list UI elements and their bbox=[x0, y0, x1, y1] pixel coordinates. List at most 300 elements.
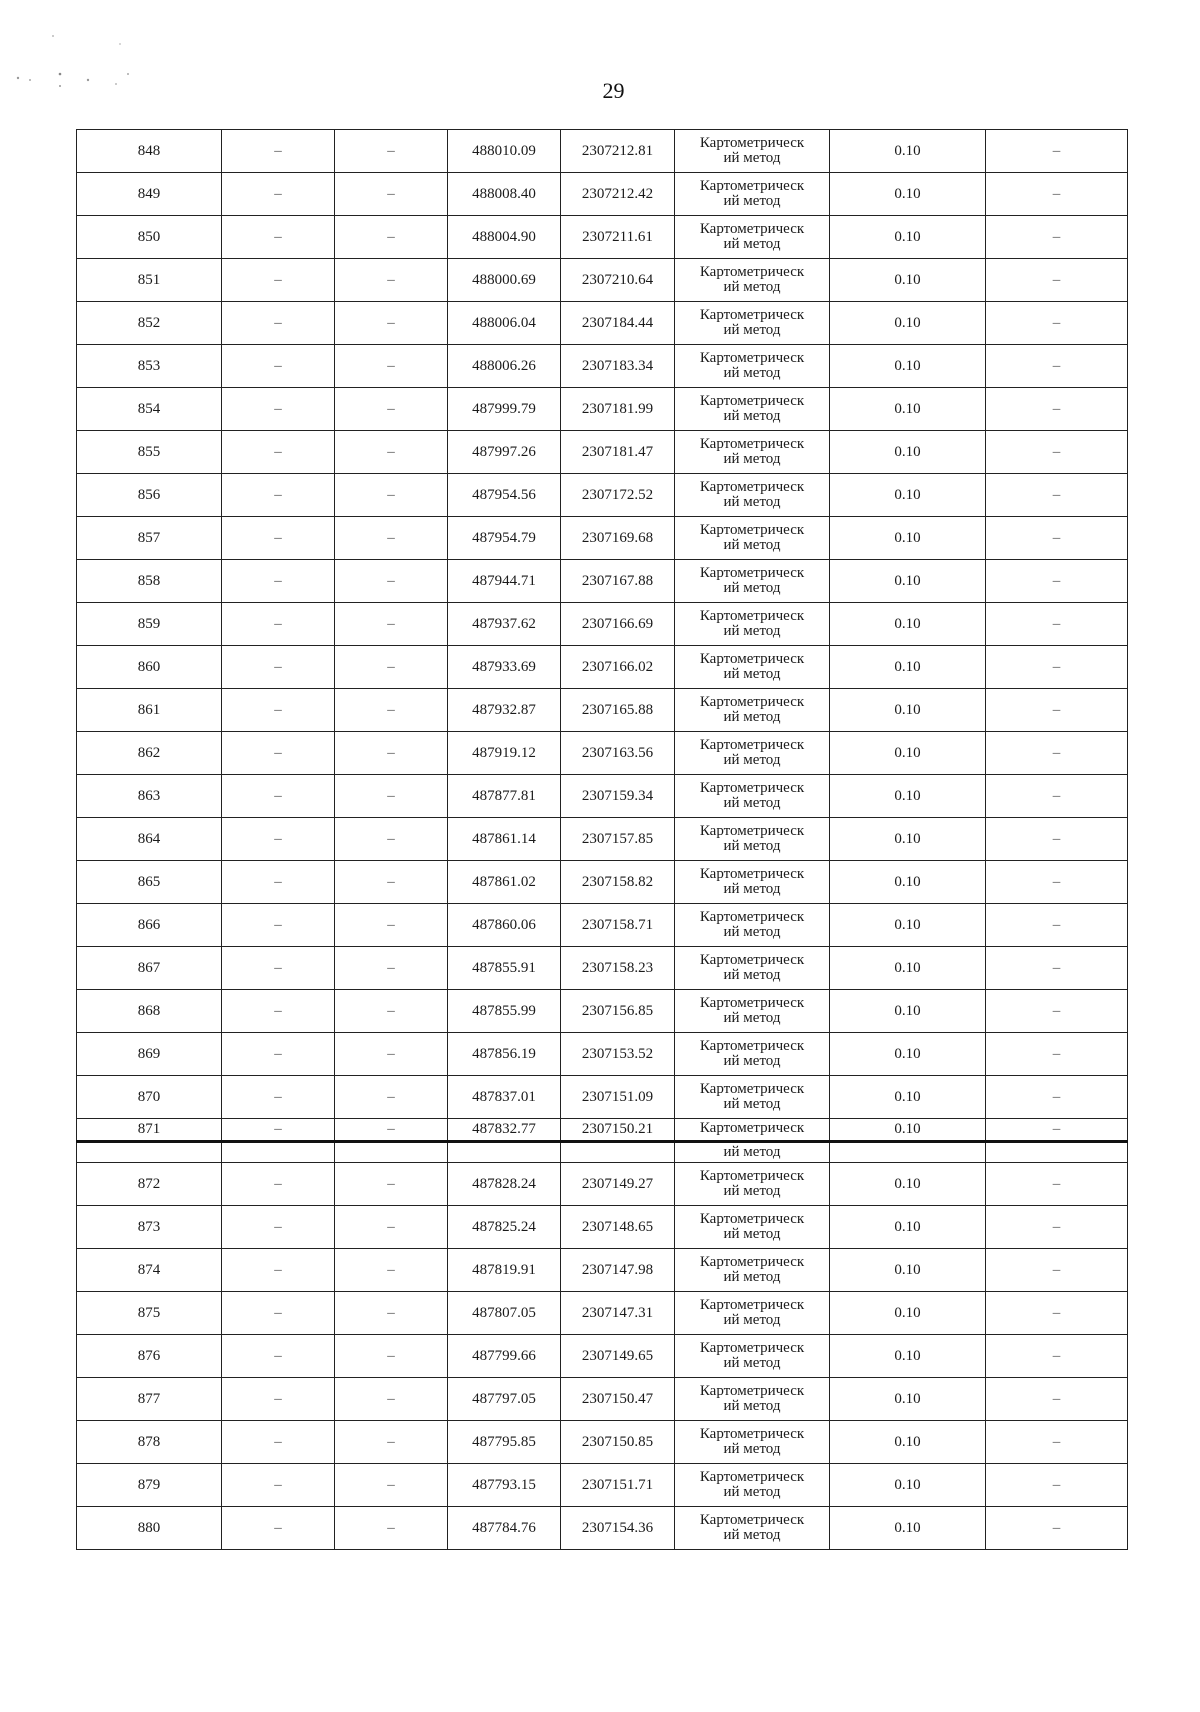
empty-dash-cell: – bbox=[986, 216, 1128, 259]
empty-dash-cell: – bbox=[986, 1335, 1128, 1378]
empty-dash-cell: – bbox=[222, 904, 335, 947]
table-row bbox=[77, 345, 1128, 388]
y-coordinate-cell: 2307159.34 bbox=[561, 775, 675, 818]
empty-dash-cell: – bbox=[986, 302, 1128, 345]
x-coordinate-cell: 487825.24 bbox=[448, 1206, 561, 1249]
table-row bbox=[77, 1507, 1128, 1550]
y-coordinate-cell: 2307184.44 bbox=[561, 302, 675, 345]
method-line-1: Картометрическ bbox=[699, 350, 805, 366]
table-row bbox=[77, 173, 1128, 216]
x-coordinate-cell: 488000.69 bbox=[448, 259, 561, 302]
method-line-1: Картометрическ bbox=[699, 1168, 805, 1184]
point-number-cell: 880 bbox=[77, 1507, 222, 1550]
table-row bbox=[77, 689, 1128, 732]
table-row bbox=[77, 603, 1128, 646]
empty-dash-cell: – bbox=[222, 1292, 335, 1335]
point-number-cell: 879 bbox=[77, 1464, 222, 1507]
table-body bbox=[77, 130, 1128, 1550]
method-line-2: ий метод bbox=[723, 1269, 781, 1285]
x-coordinate-cell: 487799.66 bbox=[448, 1335, 561, 1378]
table-row bbox=[77, 1163, 1128, 1206]
blank-cell bbox=[335, 1142, 448, 1163]
empty-dash-cell: – bbox=[335, 1464, 448, 1507]
point-number-cell: 853 bbox=[77, 345, 222, 388]
method-cell bbox=[675, 216, 830, 259]
table-row bbox=[77, 818, 1128, 861]
table-row bbox=[77, 732, 1128, 775]
y-coordinate-cell: 2307147.98 bbox=[561, 1249, 675, 1292]
method-line-1: Картометрическ bbox=[699, 1383, 805, 1399]
method-line-1: Картометрическ bbox=[699, 221, 805, 237]
method-cell bbox=[675, 1378, 830, 1421]
empty-dash-cell: – bbox=[986, 173, 1128, 216]
y-coordinate-cell: 2307165.88 bbox=[561, 689, 675, 732]
empty-dash-cell: – bbox=[222, 818, 335, 861]
accuracy-cell: 0.10 bbox=[830, 1119, 986, 1142]
empty-dash-cell: – bbox=[222, 259, 335, 302]
empty-dash-cell: – bbox=[986, 517, 1128, 560]
method-cell bbox=[675, 646, 830, 689]
method-line-1: Картометрическ bbox=[699, 1340, 805, 1356]
method-line-1: Картометрическ bbox=[699, 1254, 805, 1270]
method-line-1: Картометрическ bbox=[699, 264, 805, 280]
x-coordinate-cell: 488004.90 bbox=[448, 216, 561, 259]
empty-dash-cell: – bbox=[222, 646, 335, 689]
method-cell bbox=[675, 732, 830, 775]
point-number-cell: 868 bbox=[77, 990, 222, 1033]
x-coordinate-cell: 487832.77 bbox=[448, 1119, 561, 1142]
empty-dash-cell: – bbox=[335, 775, 448, 818]
accuracy-cell: 0.10 bbox=[830, 818, 986, 861]
method-line-2: ий метод bbox=[723, 322, 781, 338]
method-cell bbox=[675, 1206, 830, 1249]
empty-dash-cell: – bbox=[986, 431, 1128, 474]
method-line-1: Картометрическ bbox=[699, 178, 805, 194]
table-row bbox=[77, 1335, 1128, 1378]
accuracy-cell: 0.10 bbox=[830, 1206, 986, 1249]
table-row bbox=[77, 302, 1128, 345]
y-coordinate-cell: 2307151.71 bbox=[561, 1464, 675, 1507]
method-line-1: Картометрическ bbox=[699, 1081, 805, 1097]
x-coordinate-cell: 487797.05 bbox=[448, 1378, 561, 1421]
method-cell bbox=[675, 388, 830, 431]
empty-dash-cell: – bbox=[986, 1378, 1128, 1421]
point-number-cell: 865 bbox=[77, 861, 222, 904]
empty-dash-cell: – bbox=[986, 732, 1128, 775]
empty-dash-cell: – bbox=[986, 1033, 1128, 1076]
x-coordinate-cell: 487937.62 bbox=[448, 603, 561, 646]
y-coordinate-cell: 2307167.88 bbox=[561, 560, 675, 603]
y-coordinate-cell: 2307210.64 bbox=[561, 259, 675, 302]
empty-dash-cell: – bbox=[335, 1206, 448, 1249]
method-line-1: Картометрическ bbox=[699, 737, 805, 753]
table-row bbox=[77, 1292, 1128, 1335]
method-line-2: ий метод bbox=[723, 193, 781, 209]
empty-dash-cell: – bbox=[335, 990, 448, 1033]
method-line-1: Картометрическ bbox=[699, 307, 805, 323]
blank-cell bbox=[561, 1142, 675, 1163]
empty-dash-cell: – bbox=[222, 1033, 335, 1076]
x-coordinate-cell: 487999.79 bbox=[448, 388, 561, 431]
method-line-2: ий метод bbox=[723, 580, 781, 596]
method-cell bbox=[675, 1292, 830, 1335]
x-coordinate-cell: 487819.91 bbox=[448, 1249, 561, 1292]
empty-dash-cell: – bbox=[335, 1076, 448, 1119]
method-line-1: Картометрическ bbox=[699, 995, 805, 1011]
method-cell bbox=[675, 861, 830, 904]
method-line-2: ий метод bbox=[723, 494, 781, 510]
empty-dash-cell: – bbox=[222, 1464, 335, 1507]
accuracy-cell: 0.10 bbox=[830, 345, 986, 388]
empty-dash-cell: – bbox=[335, 345, 448, 388]
y-coordinate-cell: 2307150.85 bbox=[561, 1421, 675, 1464]
method-cell bbox=[675, 474, 830, 517]
point-number-cell: 878 bbox=[77, 1421, 222, 1464]
empty-dash-cell: – bbox=[986, 947, 1128, 990]
y-coordinate-cell: 2307158.82 bbox=[561, 861, 675, 904]
empty-dash-cell: – bbox=[222, 1119, 335, 1142]
y-coordinate-cell: 2307163.56 bbox=[561, 732, 675, 775]
empty-dash-cell: – bbox=[335, 1378, 448, 1421]
y-coordinate-cell: 2307169.68 bbox=[561, 517, 675, 560]
accuracy-cell: 0.10 bbox=[830, 1292, 986, 1335]
empty-dash-cell: – bbox=[222, 1076, 335, 1119]
accuracy-cell: 0.10 bbox=[830, 1507, 986, 1550]
accuracy-cell: 0.10 bbox=[830, 1249, 986, 1292]
empty-dash-cell: – bbox=[335, 173, 448, 216]
empty-dash-cell: – bbox=[222, 302, 335, 345]
point-number-cell: 877 bbox=[77, 1378, 222, 1421]
method-cell bbox=[675, 947, 830, 990]
blank-cell bbox=[986, 1142, 1128, 1163]
empty-dash-cell: – bbox=[335, 388, 448, 431]
method-line-1: Картометрическ bbox=[699, 1211, 805, 1227]
accuracy-cell: 0.10 bbox=[830, 1421, 986, 1464]
method-line-2: ий метод bbox=[723, 537, 781, 553]
table-row bbox=[77, 431, 1128, 474]
accuracy-cell: 0.10 bbox=[830, 947, 986, 990]
y-coordinate-cell: 2307150.47 bbox=[561, 1378, 675, 1421]
empty-dash-cell: – bbox=[222, 775, 335, 818]
method-line-1: Картометрическ bbox=[699, 608, 805, 624]
table-row bbox=[77, 1076, 1128, 1119]
blank-cell bbox=[448, 1142, 561, 1163]
y-coordinate-cell: 2307172.52 bbox=[561, 474, 675, 517]
y-coordinate-cell: 2307166.02 bbox=[561, 646, 675, 689]
empty-dash-cell: – bbox=[986, 689, 1128, 732]
y-coordinate-cell: 2307212.42 bbox=[561, 173, 675, 216]
x-coordinate-cell: 487855.99 bbox=[448, 990, 561, 1033]
empty-dash-cell: – bbox=[986, 1292, 1128, 1335]
method-line-2: ий метод bbox=[723, 1096, 781, 1112]
table-row bbox=[77, 775, 1128, 818]
point-number-cell: 871 bbox=[77, 1119, 222, 1142]
method-cell bbox=[675, 345, 830, 388]
empty-dash-cell: – bbox=[222, 1335, 335, 1378]
y-coordinate-cell: 2307212.81 bbox=[561, 130, 675, 173]
x-coordinate-cell: 487855.91 bbox=[448, 947, 561, 990]
table-row bbox=[77, 646, 1128, 689]
y-coordinate-cell: 2307183.34 bbox=[561, 345, 675, 388]
point-number-cell: 861 bbox=[77, 689, 222, 732]
table-row bbox=[77, 947, 1128, 990]
method-line-1: Картометрическ bbox=[699, 565, 805, 581]
method-line-1: Картометрическ bbox=[699, 522, 805, 538]
accuracy-cell: 0.10 bbox=[830, 259, 986, 302]
empty-dash-cell: – bbox=[986, 474, 1128, 517]
method-line-2: ий метод bbox=[723, 1527, 781, 1543]
method-line-1: Картометрическ bbox=[699, 1297, 805, 1313]
accuracy-cell: 0.10 bbox=[830, 603, 986, 646]
table-row bbox=[77, 1421, 1128, 1464]
method-cell bbox=[675, 259, 830, 302]
accuracy-cell: 0.10 bbox=[830, 1163, 986, 1206]
x-coordinate-cell: 487837.01 bbox=[448, 1076, 561, 1119]
point-number-cell: 869 bbox=[77, 1033, 222, 1076]
x-coordinate-cell: 487944.71 bbox=[448, 560, 561, 603]
point-number-cell: 858 bbox=[77, 560, 222, 603]
method-cell bbox=[675, 818, 830, 861]
accuracy-cell: 0.10 bbox=[830, 646, 986, 689]
x-coordinate-cell: 487932.87 bbox=[448, 689, 561, 732]
method-cell bbox=[675, 130, 830, 173]
point-number-cell: 874 bbox=[77, 1249, 222, 1292]
empty-dash-cell: – bbox=[335, 517, 448, 560]
accuracy-cell: 0.10 bbox=[830, 302, 986, 345]
empty-dash-cell: – bbox=[986, 560, 1128, 603]
accuracy-cell: 0.10 bbox=[830, 1464, 986, 1507]
empty-dash-cell: – bbox=[986, 603, 1128, 646]
method-line-2: ий метод bbox=[723, 1398, 781, 1414]
method-line-2: ий метод bbox=[723, 451, 781, 467]
accuracy-cell: 0.10 bbox=[830, 775, 986, 818]
x-coordinate-cell: 487861.02 bbox=[448, 861, 561, 904]
method-line-2: ий метод bbox=[723, 1441, 781, 1457]
method-cell bbox=[675, 302, 830, 345]
empty-dash-cell: – bbox=[335, 1421, 448, 1464]
point-number-cell: 870 bbox=[77, 1076, 222, 1119]
y-coordinate-cell: 2307211.61 bbox=[561, 216, 675, 259]
empty-dash-cell: – bbox=[335, 689, 448, 732]
method-line-2: ий метод bbox=[723, 408, 781, 424]
empty-dash-cell: – bbox=[335, 1163, 448, 1206]
method-line-2: ий метод bbox=[723, 967, 781, 983]
method-line-2: ий метод bbox=[723, 881, 781, 897]
point-number-cell: 854 bbox=[77, 388, 222, 431]
empty-dash-cell: – bbox=[335, 904, 448, 947]
empty-dash-cell: – bbox=[222, 474, 335, 517]
empty-dash-cell: – bbox=[222, 947, 335, 990]
table-row bbox=[77, 388, 1128, 431]
method-cell bbox=[675, 173, 830, 216]
y-coordinate-cell: 2307147.31 bbox=[561, 1292, 675, 1335]
method-line-2: ий метод bbox=[723, 236, 781, 252]
table-row bbox=[77, 1033, 1128, 1076]
method-line-2: ий метод bbox=[723, 1484, 781, 1500]
empty-dash-cell: – bbox=[335, 130, 448, 173]
table-row bbox=[77, 474, 1128, 517]
empty-dash-cell: – bbox=[986, 1507, 1128, 1550]
accuracy-cell: 0.10 bbox=[830, 216, 986, 259]
y-coordinate-cell: 2307149.65 bbox=[561, 1335, 675, 1378]
table-row bbox=[77, 1119, 1128, 1142]
y-coordinate-cell: 2307154.36 bbox=[561, 1507, 675, 1550]
point-number-cell: 850 bbox=[77, 216, 222, 259]
empty-dash-cell: – bbox=[986, 1421, 1128, 1464]
method-line-1: Картометрическ bbox=[699, 479, 805, 495]
method-cell bbox=[675, 603, 830, 646]
empty-dash-cell: – bbox=[986, 130, 1128, 173]
empty-dash-cell: – bbox=[986, 990, 1128, 1033]
method-cell bbox=[675, 431, 830, 474]
empty-dash-cell: – bbox=[986, 1076, 1128, 1119]
method-cell bbox=[675, 1464, 830, 1507]
x-coordinate-cell: 487997.26 bbox=[448, 431, 561, 474]
method-line-1: Картометрическ bbox=[699, 823, 805, 839]
point-number-cell: 867 bbox=[77, 947, 222, 990]
method-line-2: ий метод bbox=[723, 150, 781, 166]
method-cell bbox=[675, 1507, 830, 1550]
empty-dash-cell: – bbox=[986, 904, 1128, 947]
accuracy-cell: 0.10 bbox=[830, 431, 986, 474]
table-row bbox=[77, 1378, 1128, 1421]
empty-dash-cell: – bbox=[335, 818, 448, 861]
accuracy-cell: 0.10 bbox=[830, 173, 986, 216]
method-line-1: Картометрическ bbox=[699, 909, 805, 925]
table-row bbox=[77, 517, 1128, 560]
method-cell bbox=[675, 560, 830, 603]
empty-dash-cell: – bbox=[222, 431, 335, 474]
point-number-cell: 849 bbox=[77, 173, 222, 216]
x-coordinate-cell: 487861.14 bbox=[448, 818, 561, 861]
method-line-1: Картометрическ bbox=[699, 135, 805, 151]
method-line-1: Картометрическ bbox=[699, 1038, 805, 1054]
empty-dash-cell: – bbox=[335, 259, 448, 302]
point-number-cell: 863 bbox=[77, 775, 222, 818]
point-number-cell: 848 bbox=[77, 130, 222, 173]
empty-dash-cell: – bbox=[335, 560, 448, 603]
accuracy-cell: 0.10 bbox=[830, 474, 986, 517]
table-row bbox=[77, 904, 1128, 947]
empty-dash-cell: – bbox=[986, 259, 1128, 302]
empty-dash-cell: – bbox=[222, 732, 335, 775]
method-line-1: Картометрическ bbox=[699, 780, 805, 796]
accuracy-cell: 0.10 bbox=[830, 732, 986, 775]
method-line-2: ий метод bbox=[723, 1183, 781, 1199]
method-line-2: ий метод bbox=[723, 623, 781, 639]
empty-dash-cell: – bbox=[986, 388, 1128, 431]
y-coordinate-cell: 2307181.47 bbox=[561, 431, 675, 474]
accuracy-cell: 0.10 bbox=[830, 517, 986, 560]
empty-dash-cell: – bbox=[986, 818, 1128, 861]
table-row bbox=[77, 1464, 1128, 1507]
accuracy-cell: 0.10 bbox=[830, 388, 986, 431]
empty-dash-cell: – bbox=[222, 1206, 335, 1249]
point-number-cell: 860 bbox=[77, 646, 222, 689]
method-line-1: Картометрическ bbox=[699, 866, 805, 882]
y-coordinate-cell: 2307158.23 bbox=[561, 947, 675, 990]
empty-dash-cell: – bbox=[222, 345, 335, 388]
method-line-1: Картометрическ bbox=[699, 651, 805, 667]
point-number-cell: 864 bbox=[77, 818, 222, 861]
empty-dash-cell: – bbox=[222, 689, 335, 732]
empty-dash-cell: – bbox=[222, 560, 335, 603]
x-coordinate-cell: 487954.79 bbox=[448, 517, 561, 560]
empty-dash-cell: – bbox=[986, 1206, 1128, 1249]
y-coordinate-cell: 2307148.65 bbox=[561, 1206, 675, 1249]
x-coordinate-cell: 487933.69 bbox=[448, 646, 561, 689]
empty-dash-cell: – bbox=[222, 517, 335, 560]
method-cell bbox=[675, 1119, 830, 1142]
method-cell bbox=[675, 1163, 830, 1206]
method-line-2: ий метод bbox=[723, 1226, 781, 1242]
method-continuation-cell: ий метод bbox=[675, 1142, 830, 1163]
method-cell bbox=[675, 904, 830, 947]
accuracy-cell: 0.10 bbox=[830, 689, 986, 732]
empty-dash-cell: – bbox=[986, 1249, 1128, 1292]
method-line-2: ий метод bbox=[723, 1312, 781, 1328]
point-number-cell: 851 bbox=[77, 259, 222, 302]
empty-dash-cell: – bbox=[222, 1378, 335, 1421]
method-line-1: Картометрическ bbox=[699, 1120, 805, 1136]
point-number-cell: 856 bbox=[77, 474, 222, 517]
method-line-2: ий метод bbox=[723, 1355, 781, 1371]
x-coordinate-cell: 487807.05 bbox=[448, 1292, 561, 1335]
empty-dash-cell: – bbox=[335, 947, 448, 990]
empty-dash-cell: – bbox=[335, 861, 448, 904]
empty-dash-cell: – bbox=[335, 1292, 448, 1335]
empty-dash-cell: – bbox=[222, 861, 335, 904]
method-line-2: ий метод bbox=[723, 666, 781, 682]
accuracy-cell: 0.10 bbox=[830, 861, 986, 904]
point-number-cell: 876 bbox=[77, 1335, 222, 1378]
empty-dash-cell: – bbox=[335, 1507, 448, 1550]
method-cell bbox=[675, 1076, 830, 1119]
empty-dash-cell: – bbox=[986, 1163, 1128, 1206]
method-line-2: ий метод bbox=[723, 365, 781, 381]
empty-dash-cell: – bbox=[335, 431, 448, 474]
y-coordinate-cell: 2307149.27 bbox=[561, 1163, 675, 1206]
method-cell bbox=[675, 775, 830, 818]
empty-dash-cell: – bbox=[222, 388, 335, 431]
empty-dash-cell: – bbox=[222, 1163, 335, 1206]
blank-cell bbox=[830, 1142, 986, 1163]
empty-dash-cell: – bbox=[335, 1249, 448, 1292]
method-line-1: Картометрическ bbox=[699, 952, 805, 968]
empty-dash-cell: – bbox=[222, 1507, 335, 1550]
y-coordinate-cell: 2307181.99 bbox=[561, 388, 675, 431]
method-line-1: Картометрическ bbox=[699, 1426, 805, 1442]
table-row-continuation bbox=[77, 1142, 1128, 1163]
empty-dash-cell: – bbox=[222, 603, 335, 646]
method-line-2: ий метод bbox=[723, 924, 781, 940]
accuracy-cell: 0.10 bbox=[830, 1378, 986, 1421]
x-coordinate-cell: 487828.24 bbox=[448, 1163, 561, 1206]
point-number-cell: 855 bbox=[77, 431, 222, 474]
accuracy-cell: 0.10 bbox=[830, 904, 986, 947]
empty-dash-cell: – bbox=[222, 990, 335, 1033]
method-line-1: Картометрическ bbox=[699, 694, 805, 710]
method-cell bbox=[675, 990, 830, 1033]
y-coordinate-cell: 2307156.85 bbox=[561, 990, 675, 1033]
x-coordinate-cell: 487919.12 bbox=[448, 732, 561, 775]
method-line-2: ий метод bbox=[723, 279, 781, 295]
empty-dash-cell: – bbox=[986, 646, 1128, 689]
table-row bbox=[77, 1249, 1128, 1292]
y-coordinate-cell: 2307166.69 bbox=[561, 603, 675, 646]
x-coordinate-cell: 488006.04 bbox=[448, 302, 561, 345]
table-row bbox=[77, 560, 1128, 603]
